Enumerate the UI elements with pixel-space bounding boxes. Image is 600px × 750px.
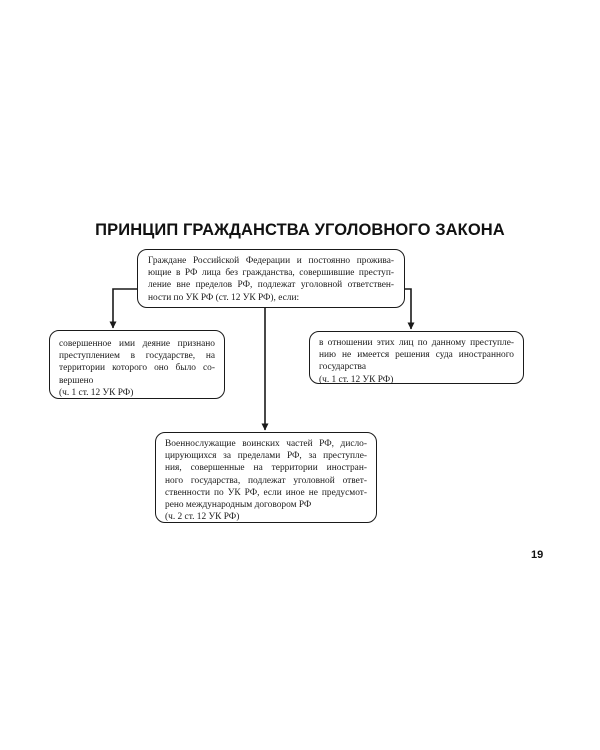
page-title: ПРИНЦИП ГРАЖДАНСТВА УГОЛОВНОГО ЗАКОНА bbox=[95, 221, 505, 239]
connector-to-right-box bbox=[405, 289, 411, 329]
military-personnel-box bbox=[155, 432, 377, 523]
box-line: ного государства, подлежат уголовной ответ- bbox=[165, 475, 367, 486]
box-line: нию не имеется решения суда иностранного bbox=[319, 350, 514, 361]
box-line: цирующихся за пределами РФ, за преступле- bbox=[165, 451, 367, 462]
box-line: территории которого оно было со- bbox=[59, 363, 215, 374]
box-line: Военнослужащие воинских частей РФ, дисло- bbox=[165, 439, 367, 449]
box-line: вершено bbox=[59, 375, 94, 386]
box-line: рено международным договором РФ bbox=[165, 500, 312, 511]
box-line: Граждане Российской Федерации и постоянно прожива- bbox=[148, 256, 394, 266]
double-criminality-box bbox=[49, 330, 225, 399]
article-reference: (ч. 1 ст. 12 УК РФ) bbox=[59, 387, 134, 398]
box-line: ственности по УК РФ, если иное не предусмот- bbox=[165, 487, 367, 498]
article-reference: (ч. 2 ст. 12 УК РФ) bbox=[165, 512, 240, 523]
box-line: в отношении этих лиц по данному преступле- bbox=[319, 338, 514, 348]
box-line: государства bbox=[319, 362, 367, 373]
box-line: ности по УК РФ (ст. 12 УК РФ), если: bbox=[148, 292, 300, 303]
box-line: совершенное ими деяние признано bbox=[59, 339, 215, 349]
connector-to-left-box bbox=[113, 289, 137, 328]
page-number: 19 bbox=[531, 549, 544, 561]
article-reference: (ч. 1 ст. 12 УК РФ) bbox=[319, 374, 394, 385]
box-line: ния, совершенные на территории иностран- bbox=[165, 463, 367, 474]
box-line: ющие в РФ лица без гражданства, совершившие преступ- bbox=[148, 268, 394, 279]
box-line: ление вне пределов РФ, подлежат уголовной ответствен- bbox=[148, 280, 394, 291]
box-line: преступлением в государстве, на bbox=[59, 351, 215, 362]
citizenship-condition-box bbox=[137, 249, 405, 308]
no-foreign-judgment-box bbox=[309, 331, 524, 384]
